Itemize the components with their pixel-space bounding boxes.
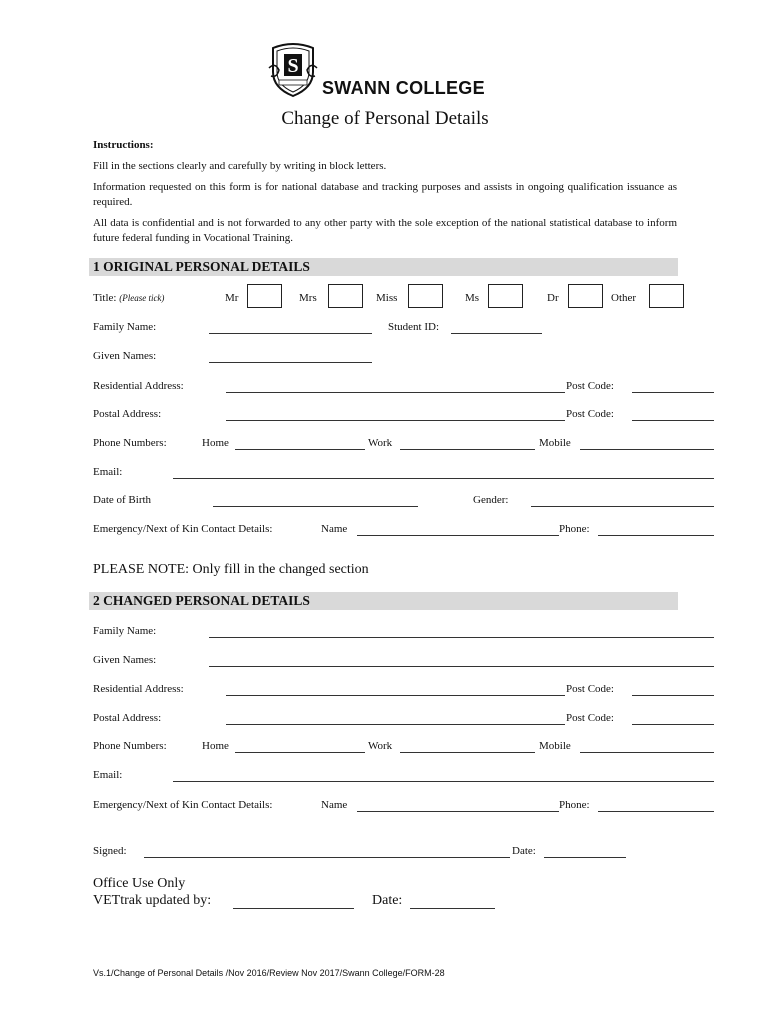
title-dr-checkbox[interactable] xyxy=(568,284,603,308)
s2-family-name-field[interactable] xyxy=(209,637,714,638)
section-2-heading-bar xyxy=(89,592,678,610)
footer-reference: Vs.1/Change of Personal Details /Nov 2016/Review Nov 2017/Swann College/FORM-28 xyxy=(93,968,445,978)
s2-emergency-name-label: Name xyxy=(321,799,348,811)
swan-shield-crest-icon xyxy=(265,42,321,98)
s1-email-field[interactable] xyxy=(173,478,714,479)
office-date-field[interactable] xyxy=(410,908,495,909)
section-1-heading-bar xyxy=(89,258,678,276)
office-date-label: Date: xyxy=(372,893,403,908)
title-hint: (Please tick) xyxy=(119,293,165,303)
s2-family-name-label: Family Name: xyxy=(93,625,157,637)
s2-residential-label: Residential Address: xyxy=(93,683,184,695)
title-mrs-checkbox[interactable] xyxy=(328,284,363,308)
instruction-line-3: All data is confidential and is not forwarded to any other party with the sole exception of the national statistical database to inform future federal funding in Vocational Training. xyxy=(93,217,677,244)
signed-label: Signed: xyxy=(93,845,127,857)
office-use-heading: Office Use Only xyxy=(93,876,186,891)
s2-given-names-field[interactable] xyxy=(209,666,714,667)
s1-mobile-phone-field[interactable] xyxy=(580,449,714,450)
s1-gender-label: Gender: xyxy=(473,494,509,506)
s1-postal-label: Postal Address: xyxy=(93,408,162,420)
s1-home-label: Home xyxy=(202,437,229,449)
s2-emergency-label: Emergency/Next of Kin Contact Details: xyxy=(93,799,273,811)
s1-residential-postcode-label: Post Code: xyxy=(566,380,614,392)
vettrak-updated-by-field[interactable] xyxy=(233,908,354,909)
s1-gender-field[interactable] xyxy=(531,506,714,507)
s2-postal-postcode-label: Post Code: xyxy=(566,712,614,724)
signature-field[interactable] xyxy=(144,857,510,858)
s2-phone-numbers-label: Phone Numbers: xyxy=(93,740,167,752)
s2-home-phone-field[interactable] xyxy=(235,752,365,753)
s2-mobile-label: Mobile xyxy=(539,740,571,752)
s2-postal-label: Postal Address: xyxy=(93,712,162,724)
s1-family-name-label: Family Name: xyxy=(93,321,157,333)
title-option-dr-label: Dr xyxy=(547,292,559,304)
title-label-text: Title: xyxy=(93,292,117,304)
s2-work-label: Work xyxy=(368,740,393,752)
instruction-line-2: Information requested on this form is for national database and tracking purposes and assists in ongoing qualification issuance as required. xyxy=(93,181,677,208)
s2-emergency-name-field[interactable] xyxy=(357,811,559,812)
s1-family-name-field[interactable] xyxy=(209,333,372,334)
s2-postal-field[interactable] xyxy=(226,724,565,725)
s1-postal-postcode-label: Post Code: xyxy=(566,408,614,420)
s2-residential-field[interactable] xyxy=(226,695,565,696)
s1-student-id-label: Student ID: xyxy=(388,321,440,333)
s1-dob-field[interactable] xyxy=(213,506,418,507)
title-mr-checkbox[interactable] xyxy=(247,284,282,308)
s1-home-phone-field[interactable] xyxy=(235,449,365,450)
s1-residential-postcode-field[interactable] xyxy=(632,392,714,393)
s1-given-names-label: Given Names: xyxy=(93,350,157,362)
s1-residential-label: Residential Address: xyxy=(93,380,184,392)
s2-emergency-phone-field[interactable] xyxy=(598,811,714,812)
title-miss-checkbox[interactable] xyxy=(408,284,443,308)
title-option-mr-label: Mr xyxy=(225,292,239,304)
signed-date-field[interactable] xyxy=(544,857,626,858)
vettrak-label: VETtrak updated by: xyxy=(93,893,212,908)
s1-dob-label: Date of Birth xyxy=(93,494,152,506)
s2-mobile-phone-field[interactable] xyxy=(580,752,714,753)
s2-email-field[interactable] xyxy=(173,781,714,782)
s1-postal-postcode-field[interactable] xyxy=(632,420,714,421)
s2-postal-postcode-field[interactable] xyxy=(632,724,714,725)
s1-postal-field[interactable] xyxy=(226,420,565,421)
title-option-other-label: Other xyxy=(611,292,637,304)
s2-emergency-phone-label: Phone: xyxy=(559,799,590,811)
s1-work-phone-field[interactable] xyxy=(400,449,535,450)
s2-email-label: Email: xyxy=(93,769,123,781)
s1-work-label: Work xyxy=(368,437,393,449)
s1-emergency-name-field[interactable] xyxy=(357,535,559,536)
signed-date-label: Date: xyxy=(512,845,536,857)
s1-student-id-field[interactable] xyxy=(451,333,542,334)
section-2-heading: 2 CHANGED PERSONAL DETAILS xyxy=(93,593,310,608)
title-option-miss-label: Miss xyxy=(376,292,398,304)
section-1-heading: 1 ORIGINAL PERSONAL DETAILS xyxy=(93,259,310,274)
s2-residential-postcode-label: Post Code: xyxy=(566,683,614,695)
instruction-line-1: Fill in the sections clearly and carefully by writing in block letters. xyxy=(93,160,387,172)
s1-emergency-label: Emergency/Next of Kin Contact Details: xyxy=(93,523,273,535)
s1-email-label: Email: xyxy=(93,466,123,478)
title-other-checkbox[interactable] xyxy=(649,284,684,308)
form-title: Change of Personal Details xyxy=(281,108,489,129)
college-name: SWANN COLLEGE xyxy=(322,78,485,98)
s2-work-phone-field[interactable] xyxy=(400,752,535,753)
s1-given-names-field[interactable] xyxy=(209,362,372,363)
please-note: PLEASE NOTE: Only fill in the changed section xyxy=(93,562,369,577)
s1-emergency-phone-label: Phone: xyxy=(559,523,590,535)
s1-emergency-phone-field[interactable] xyxy=(598,535,714,536)
s1-residential-field[interactable] xyxy=(226,392,565,393)
title-option-ms-label: Ms xyxy=(465,292,480,304)
svg-text:S: S xyxy=(287,55,299,77)
s2-residential-postcode-field[interactable] xyxy=(632,695,714,696)
s1-emergency-name-label: Name xyxy=(321,523,348,535)
s1-mobile-label: Mobile xyxy=(539,437,571,449)
s2-given-names-label: Given Names: xyxy=(93,654,157,666)
title-ms-checkbox[interactable] xyxy=(488,284,523,308)
title-label xyxy=(93,292,164,304)
s2-home-label: Home xyxy=(202,740,229,752)
instructions-heading: Instructions: xyxy=(93,139,154,151)
title-option-mrs-label: Mrs xyxy=(299,292,317,304)
s1-phone-numbers-label: Phone Numbers: xyxy=(93,437,167,449)
